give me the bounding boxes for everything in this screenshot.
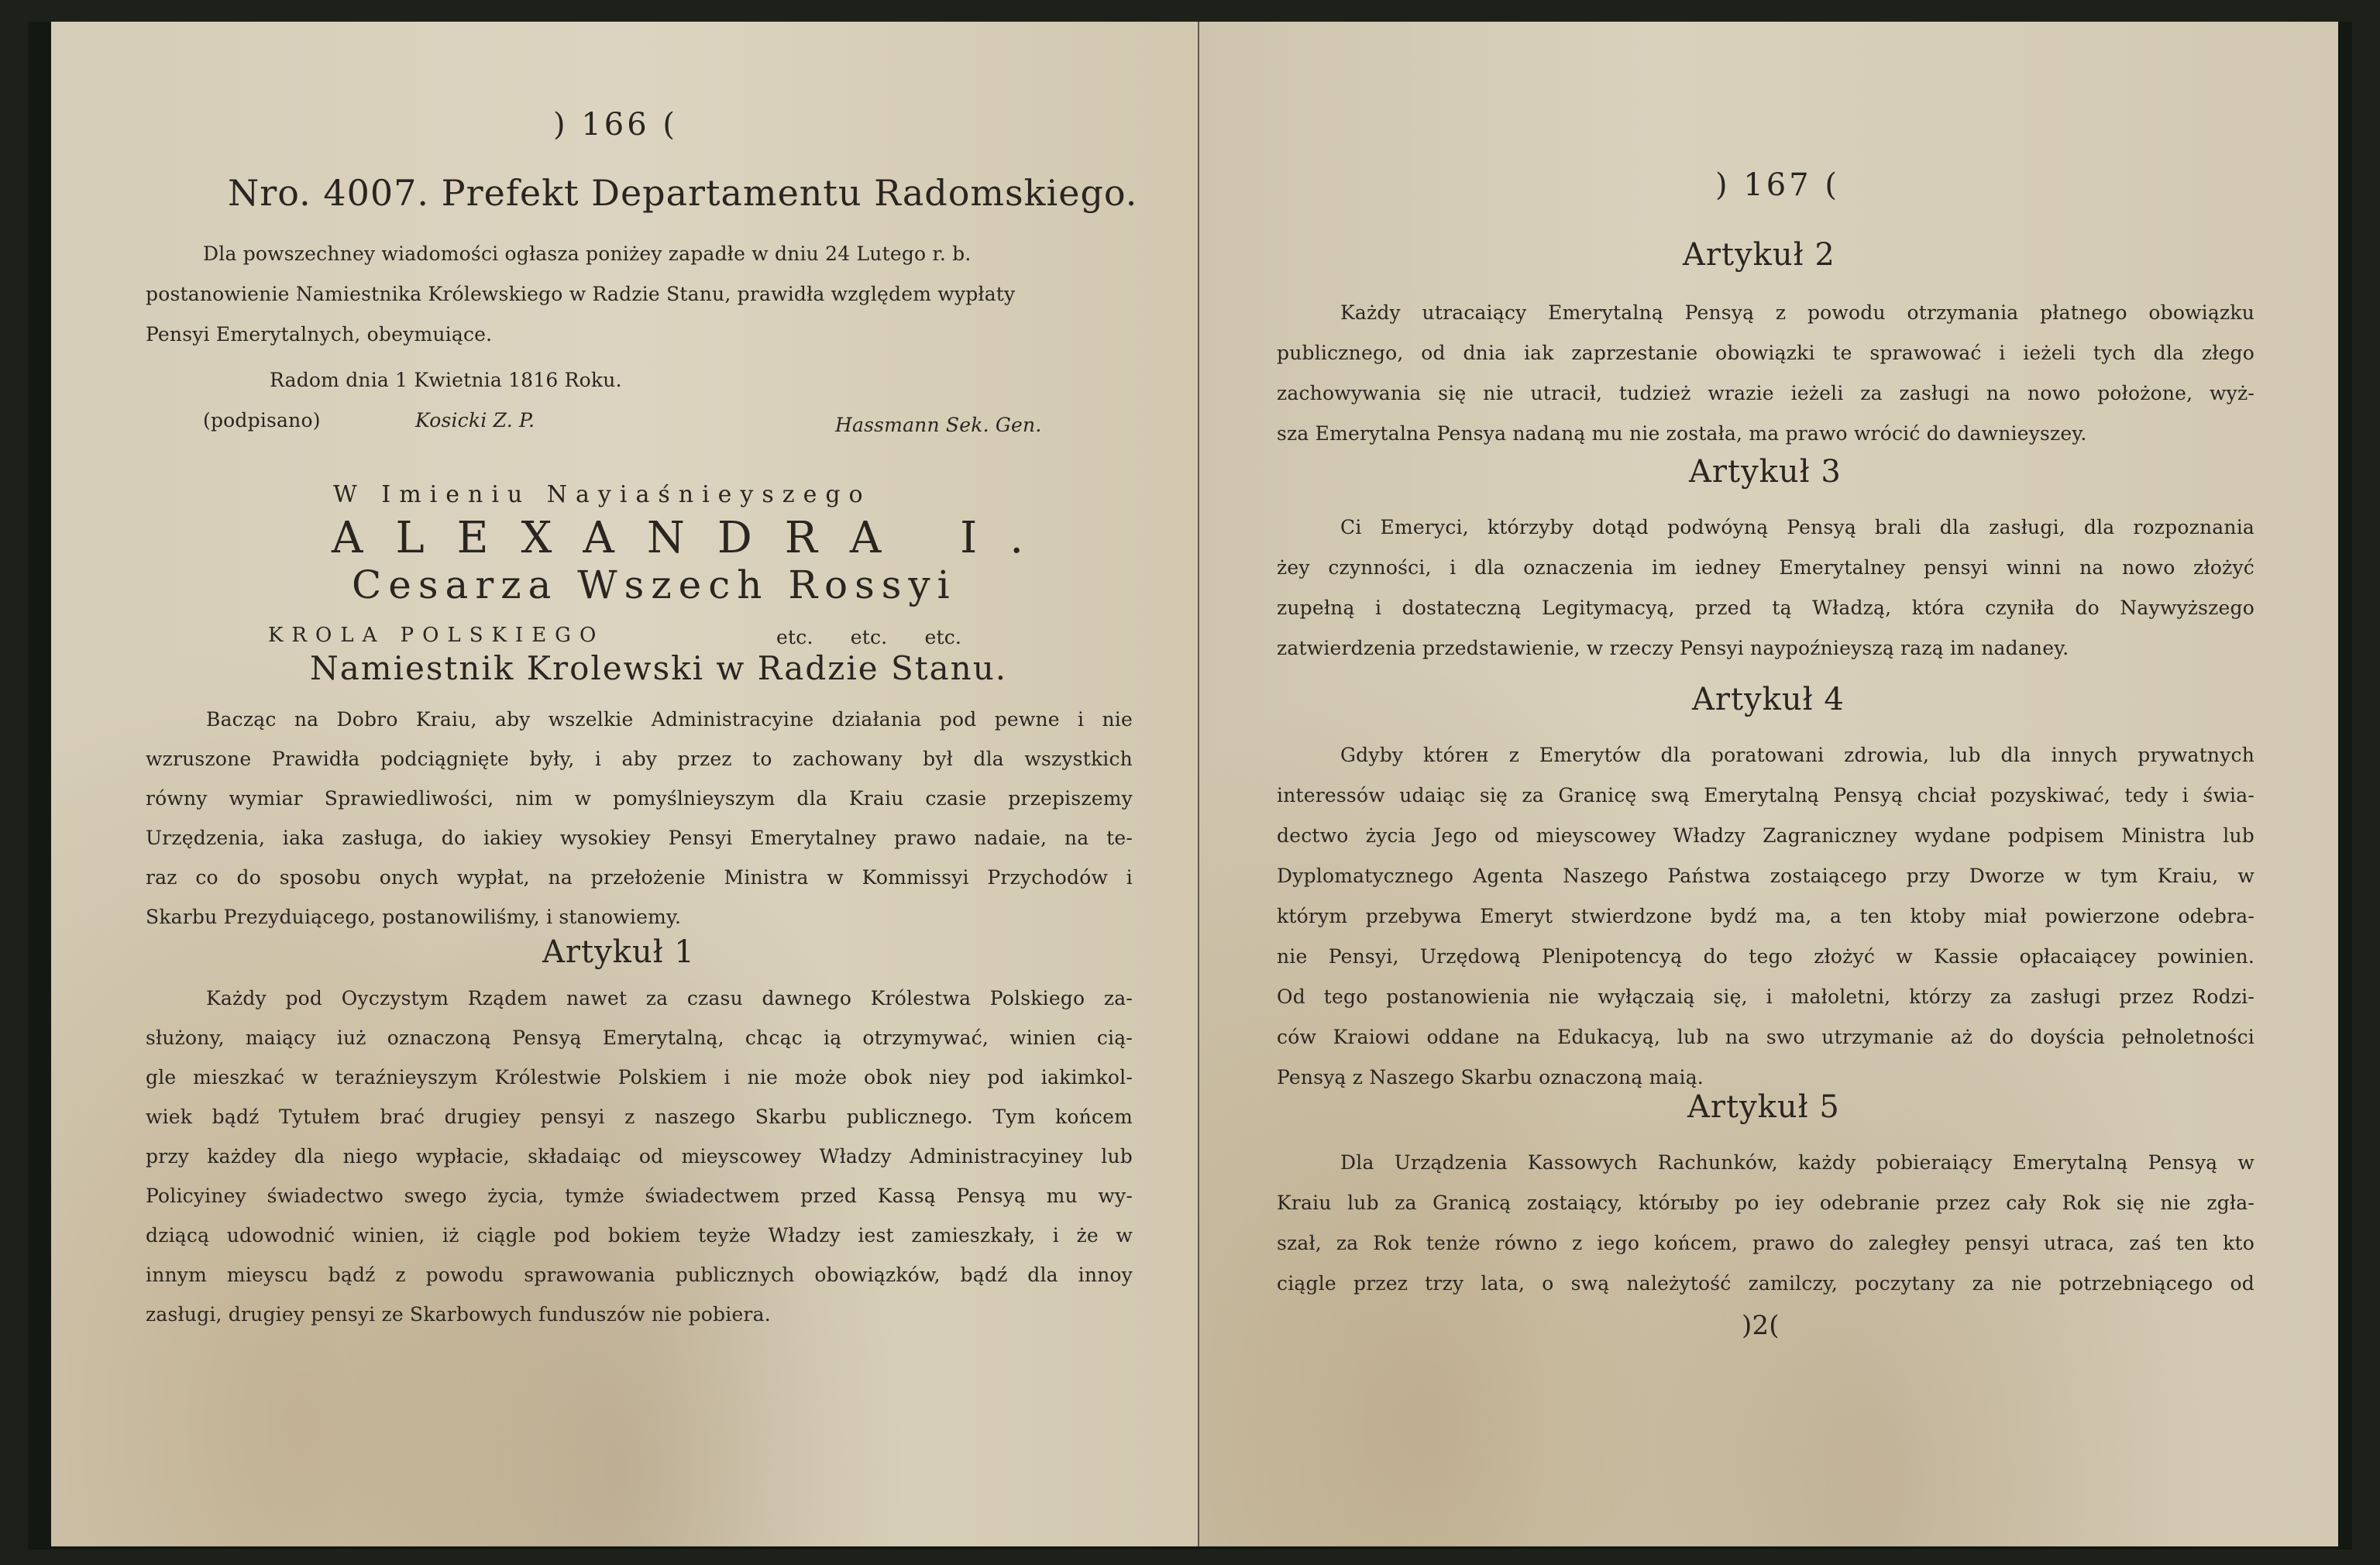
article-4-line: ców Kraiowi oddane na Edukacyą, lub na swo utrzymanie aż do doyścia pełnoletności xyxy=(1277,1026,2254,1048)
article-heading: Artykuł 1 xyxy=(542,934,695,970)
preamble-line: równy wymiar Sprawiedliwości, nim w pomyślnieyszym dla Kraiu czasie przepiszemy xyxy=(146,787,1133,810)
preamble-line: Bacząc na Dobro Kraiu, aby wszelkie Administracyine działania pod pewne i nie xyxy=(206,708,1133,731)
article-1-line: Każdy pod Oyczystym Rządem nawet za czasu dawnego Królestwa Polskiego za- xyxy=(206,987,1133,1010)
article-3-line: zupełną i dostateczną Legitymacyą, przed tą Władzą, która czyniła do Naywyższego xyxy=(1277,597,2254,619)
article-5-line: szał, za Rok tenże równo z iego końcem, prawo do zaległey pensyi utraca, zaś ten kto xyxy=(1277,1232,2254,1254)
article-3-line: żey czynności, i dla oznaczenia im iedney Emerytalney pensyi winni na nowo złożyć xyxy=(1277,556,2254,579)
decree-title-line: KROLA POLSKIEGO xyxy=(268,624,605,647)
article-1-line: przy każdey dla niego wypłacie, składaiąc od mieyscowey Władzy Administracyiney lub xyxy=(146,1145,1133,1168)
decree-title-line: Namiestnik Krolewski w Radzie Stanu. xyxy=(310,649,1008,687)
article-4-line: Gdyby którен z Emerytów dla poratowani zdrowia, lub dla innych prywatnych xyxy=(1340,744,2254,766)
article-5-line: Kraiu lub za Granicą zostaiący, którыby po iey odebranie przez cały Rok się nie zgła- xyxy=(1277,1192,2254,1214)
article-3-line: Ci Emeryci, którzyby dotąd podwóyną Pensyą brali dla zasługi, dla rozpoznania xyxy=(1340,516,2254,538)
article-heading: Artykuł 4 xyxy=(1692,682,1845,717)
left-page xyxy=(51,22,1198,1546)
article-4-line: którym przebywa Emeryt stwierdzone bydź ma, a ten ktoby miał powierzone odebra- xyxy=(1277,905,2254,927)
intro-line: postanowienie Namiestnika Królewskiego w Radzie Stanu, prawidła względem wypłaty xyxy=(146,283,1016,305)
article-4-line: Od tego postanowienia nie wyłączaią się, i małoletni, którzy za zasługi przez Rodzi- xyxy=(1277,985,2254,1008)
article-4-line: interessów udaiąc się za Granicę swą Emerytalną Pensyą chciał pozyskiwać, tedy i świa- xyxy=(1277,784,2254,807)
article-1-line: dziącą udowodnić winien, iż ciągle pod bokiem teyże Władzy iest zamieszkały, i że w xyxy=(146,1224,1133,1247)
document-heading: Nro. 4007. Prefekt Departamentu Radomskiego. xyxy=(228,172,1138,214)
decree-title-monarch: ALEXANDRA I. xyxy=(332,513,1057,563)
decree-title-line: Cesarza Wszech Rossyi xyxy=(352,562,957,607)
article-5-line: Dla Urządzenia Kassowych Rachunków, każdy pobieraiący Emerytalną Pensyą w xyxy=(1340,1151,2254,1174)
article-2-line: publicznego, od dnia iak zaprzestanie obowiązki te sprawować i ieżeli tych dla złego xyxy=(1277,342,2254,364)
intro-line: Pensyi Emerytalnych, obeymuiące. xyxy=(146,323,493,346)
article-2-line: zachowywania się nie utracił, tudzież wrazie ieżeli za zasługi na nowo położone, wyż- xyxy=(1277,382,2254,404)
article-5-line: ciągle przez trzy lata, o swą należytość zamilczy, poczytany za nie potrzebniącego od xyxy=(1277,1272,2254,1295)
article-heading: Artykuł 5 xyxy=(1687,1089,1840,1125)
catchword: )2( xyxy=(1742,1310,1780,1341)
article-4-line: Dyplomatycznego Agenta Naszego Państwa zostaiącego przy Dworze w tym Kraiu, w xyxy=(1277,865,2254,887)
article-4-line: Pensyą z Naszego Skarbu oznaczoną maią. xyxy=(1277,1066,1704,1089)
article-1-line: zasługi, drugiey pensyi ze Skarbowych funduszów nie pobiera. xyxy=(146,1303,771,1326)
right-page xyxy=(1199,22,2338,1546)
preamble-line: wzruszone Prawidła podciągnięte były, i aby przez to zachowany był dla wszystkich xyxy=(146,748,1133,770)
page-number: ) 167 ( xyxy=(1715,167,1840,203)
article-heading: Artykuł 2 xyxy=(1683,237,1835,273)
article-2-line: Każdy utracaiący Emerytalną Pensyą z powodu otrzymania płatnego obowiązku xyxy=(1340,301,2254,324)
book-spread xyxy=(28,22,2352,1550)
preamble-line: Skarbu Prezyduiącego, postanowiliśmy, i stanowiemy. xyxy=(146,906,682,928)
article-1-line: Policyiney świadectwo swego życia, tymże świadectwem przed Kassą Pensyą mu wy- xyxy=(146,1185,1133,1207)
date-line: Radom dnia 1 Kwietnia 1816 Roku. xyxy=(270,369,622,391)
signature-prefect: Kosicki Z. P. xyxy=(415,409,535,432)
article-3-line: zatwierdzenia przedstawienie, w rzeczy Pensyi naypoźnieyszą razą im nadaney. xyxy=(1277,637,2069,659)
decree-title-line: W Imieniu Nayiaśnieyszego xyxy=(333,481,872,508)
decree-title-etc: etc. etc. etc. xyxy=(776,626,962,648)
preamble-line: Urzędzenia, iaka zasługa, do iakiey wysokiey Pensyi Emerytalney prawo nadaie, na te- xyxy=(146,827,1133,849)
article-4-line: nie Pensyi, Urzędową Plenipotencyą do tego złożyć w Kassie opłacaiącey powinien. xyxy=(1277,945,2254,968)
article-1-line: gle mieszkać w teraźnieyszym Królestwie Polskiem i nie może obok niey pod iakimkol- xyxy=(146,1066,1133,1089)
signature-label: (podpisano) xyxy=(203,409,321,432)
signature-secretary: Hassmann Sek. Gen. xyxy=(835,414,1042,436)
article-1-line: innym mieyscu bądź z powodu sprawowania publicznych obowiązków, bądź dla innoy xyxy=(146,1264,1133,1286)
page-number: ) 166 ( xyxy=(553,107,678,143)
article-1-line: wiek bądź Tytułem brać drugiey pensyi z naszego Skarbu publicznego. Tym końcem xyxy=(146,1106,1133,1128)
article-2-line: sza Emerytalna Pensya nadaną mu nie została, ma prawo wrócić do dawnieyszey. xyxy=(1277,422,2087,445)
preamble-line: raz co do sposobu onych wypłat, na przełożenie Ministra w Kommissyi Przychodów i xyxy=(146,866,1133,889)
article-1-line: służony, maiący iuż oznaczoną Pensyą Emerytalną, chcąc ią otrzymywać, winien cią- xyxy=(146,1027,1133,1049)
intro-line: Dla powszechney wiadomości ogłasza poniżey zapadłe w dniu 24 Lutego r. b. xyxy=(203,242,972,265)
article-4-line: dectwo życia Jego od mieyscowey Władzy Zagraniczney wydane podpisem Ministra lub xyxy=(1277,824,2254,847)
article-heading: Artykuł 3 xyxy=(1689,454,1842,490)
